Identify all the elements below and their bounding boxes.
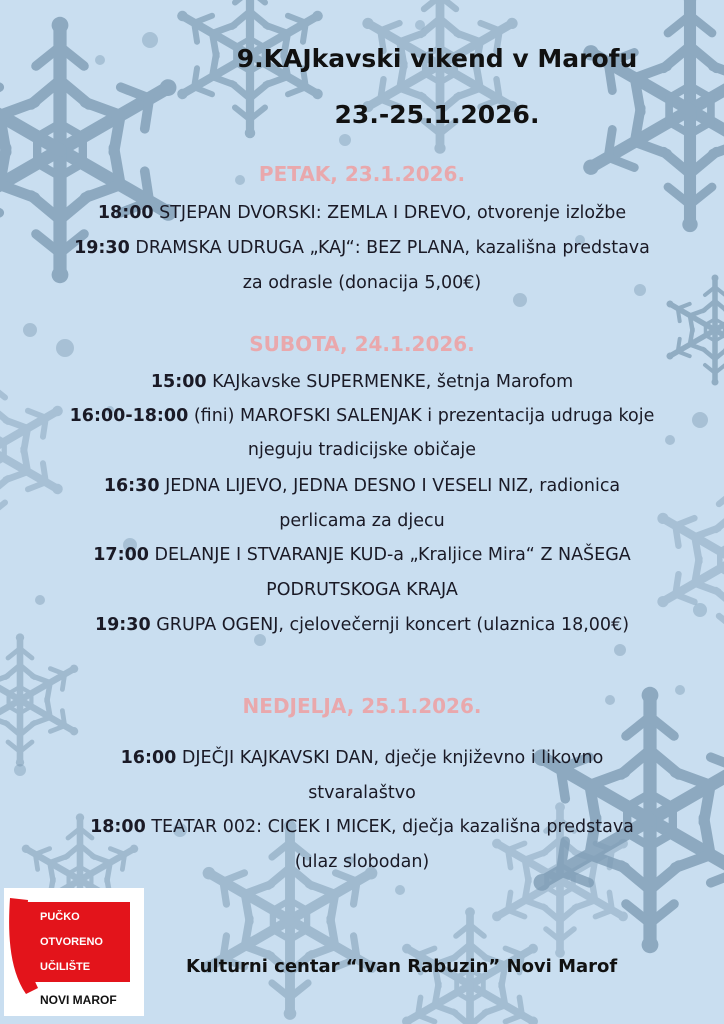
event-text: JEDNA LIJEVO, JEDNA DESNO I VESELI NIZ, radionica: [159, 476, 621, 496]
event-line: [0, 845, 724, 879]
logo-line1: PUČKO: [40, 911, 80, 923]
event-line: [0, 776, 724, 810]
event-line: [0, 810, 724, 844]
event-time: 16:00: [120, 748, 177, 768]
event-line: [0, 573, 724, 607]
event-text: DJEČJI KAJKAVSKI DAN, dječje književno i likovno: [176, 748, 604, 768]
event-text: (fini) MAROFSKI SALENJAK i prezentacija udruga koje: [188, 406, 655, 426]
event-line: [0, 538, 724, 572]
event-time: 15:00: [150, 372, 207, 392]
logo-line3: UČILIŠTE: [40, 961, 91, 973]
event-text: (ulaz slobodan): [294, 852, 430, 872]
event-line: [0, 399, 724, 433]
logo-graphic: [4, 888, 144, 1016]
event-line: [0, 504, 724, 538]
event-line: [0, 469, 724, 503]
event-text: perlicama za djecu: [279, 511, 445, 531]
event-line: [0, 433, 724, 467]
logo-line4: NOVI MAROF: [40, 993, 117, 1007]
event-text: TEATAR 002: CICEK I MICEK, dječja kazališna predstava: [145, 817, 634, 837]
event-text: DRAMSKA UDRUGA „KAJ“: BEZ PLANA, kazališna predstava: [129, 238, 650, 258]
event-time: 17:00: [93, 545, 149, 565]
event-time: 19:30: [74, 238, 130, 258]
event-time: 16:30: [103, 476, 160, 496]
institution-logo: [4, 888, 144, 1016]
day-heading-saturday: SUBOTA, 24.1.2026.: [249, 332, 475, 356]
event-text: PODRUTSKOGA KRAJA: [266, 580, 458, 600]
event-time: 19:30: [94, 615, 151, 635]
event-line: [0, 196, 724, 230]
event-text: DELANJE I STVARANJE KUD-a „Kraljice Mira“ Z NAŠEGA: [148, 545, 631, 565]
event-line: [0, 365, 724, 399]
day-heading-friday: PETAK, 23.1.2026.: [258, 162, 466, 186]
venue-footer: Kulturni centar “Ivan Rabuzin” Novi Marof: [186, 956, 618, 977]
event-text: KAJkavske SUPERMENKE, šetnja Marofom: [206, 372, 574, 392]
event-text: za odrasle (donacija 5,00€): [242, 273, 482, 293]
event-line: [0, 231, 724, 265]
day-heading-sunday: NEDJELJA, 25.1.2026.: [242, 694, 482, 718]
event-line: [0, 608, 724, 642]
poster-title: 9.KAJkavski vikend v Marofu: [236, 44, 638, 73]
event-text: GRUPA OGENJ, cjelovečernji koncert (ulaznica 18,00€): [150, 615, 630, 635]
logo-line2: OTVORENO: [40, 936, 103, 948]
event-text: njeguju tradicijske običaje: [247, 440, 477, 460]
event-time: 16:00-18:00: [69, 406, 189, 426]
event-line: [0, 266, 724, 300]
poster-dates: 23.-25.1.2026.: [334, 100, 540, 129]
event-line: [0, 741, 724, 775]
event-time: 18:00: [90, 817, 146, 837]
event-text: STJEPAN DVORSKI: ZEMLA I DREVO, otvorenje izložbe: [153, 203, 627, 223]
event-time: 18:00: [97, 203, 154, 223]
event-text: stvaralaštvo: [308, 783, 416, 803]
